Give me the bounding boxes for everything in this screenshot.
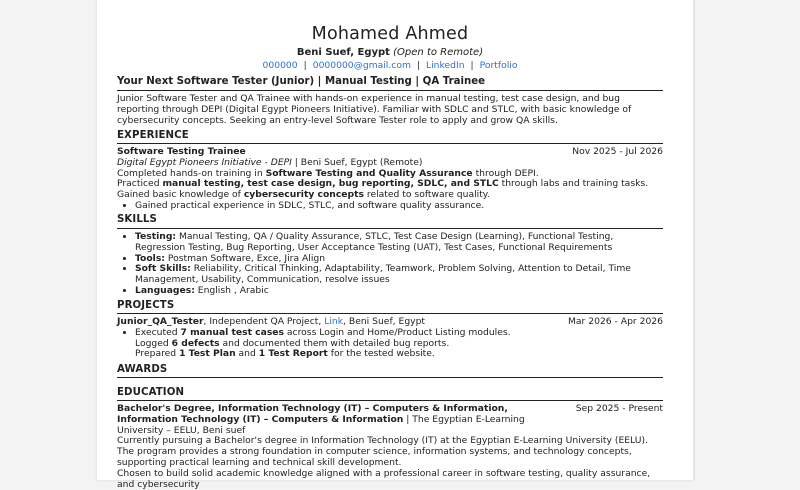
separator: | [303,60,307,71]
role-title: Software Testing Trainee [117,146,246,157]
role-dates: Nov 2025 - Jul 2026 [572,146,663,157]
divider [117,400,663,401]
location-line [117,46,663,59]
org-name: Digital Egypt Pioneers Initiative - DEPI [117,156,292,168]
divider [117,143,663,144]
education-text: The program provides a strong foundation in computer science, information systems, and technology concepts, supporting practical learning and technical skill development. [117,446,632,468]
summary-text: Junior Software Tester and QA Trainee with hands-on experience in manual testing, test case design, and bug reporting through DEPI (Digital Egypt Pioneers Initiative). Familiar with SDLC and STLC, with basic knowledge of cybersecurity concepts. Seeking an entry-level Software Tester role to apply and grow QA skills. [117,93,632,126]
project-name: Junior_QA_Tester [117,316,204,327]
list-item [135,286,663,297]
proj-line: across Login and Home/Product Listing modules. [284,326,511,338]
education-entry [117,404,663,490]
proj-emphasis: 1 Test Report [258,348,328,360]
separator: | [416,60,421,71]
exp-emphasis: Software Testing and Quality Assurance [265,167,473,179]
resume-page [97,0,693,490]
exp-line: Completed hands-on training in [117,167,266,179]
skills-list [117,232,663,297]
proj-line: for the tested website. [327,348,435,360]
exp-line: Gained basic knowledge of [117,189,244,201]
experience-entry [117,147,663,212]
skill-text: English , Arabic [194,284,269,296]
exp-line: related to software quality. [363,189,490,201]
email-link[interactable]: 0000000@gmail.com [312,60,411,71]
proj-line: Logged [135,337,172,349]
exp-line: through labs and training tasks. [498,178,649,190]
skill-text: Postman Software, Exce, Jira Align [164,252,326,264]
proj-emphasis: 1 Test Plan [179,348,236,360]
exp-emphasis: cybersecurity concepts [243,189,364,201]
exp-line: Practiced [117,178,163,190]
list-item: • Gained practical experience in SDLC, STLC, and software quality assurance. [135,201,663,212]
divider [117,90,663,91]
separator: | [470,60,474,71]
proj-line: and documented them with detailed bug reports. [219,337,450,349]
project-dates: Mar 2026 - Apr 2026 [568,316,663,327]
proj-emphasis: 6 defects [171,337,220,349]
exp-line: through DEPI. [472,167,539,179]
proj-emphasis: 7 manual test cases [180,326,284,338]
exp-emphasis: manual testing, test case design, bug reporting, SDLC, and STLC [162,178,499,190]
experience-heading: EXPERIENCE [117,130,189,141]
degree: Bachelor's Degree, Information Technology (IT) – Computers & Information, Information Technology (IT) – Computers & Information [117,403,508,425]
divider [117,377,663,378]
education-heading: EDUCATION [117,387,185,398]
list-item [135,264,663,286]
project-place: , Beni Suef, Egypt [343,316,426,327]
projects-heading: PROJECTS [117,300,175,311]
linkedin-link[interactable]: LinkedIn [426,60,465,71]
project-link[interactable]: Link [324,316,344,327]
education-dates: Sep 2025 - Present [575,403,663,414]
education-text: Currently pursuing a Bachelor's degree in Information Technology (IT) at the Egyptian E-Learning University (EELU). [117,435,648,447]
skills-heading: SKILLS [117,214,157,225]
objective-heading: Your Next Software Tester (Junior) | Manual Testing | QA Trainee [117,76,486,87]
skill-label: Soft Skills: [135,263,191,275]
skill-label: Testing: [135,231,177,242]
skill-text: Manual Testing, QA / Quality Assurance, STLC, Test Case Design (Learning), Functional Testing, Regression Testing, Bug Reporting, User Acceptance Testing (UAT), Test Cases, Functional Requirements [135,231,614,253]
contact-line [117,60,663,72]
location: Beni Suef, Egypt [296,47,390,58]
skill-label: Languages: [135,284,195,296]
list-item [135,232,663,254]
project-entry [117,317,663,360]
proj-line: Prepared [135,348,180,360]
org-location: | Beni Suef, Egypt (Remote) [291,156,423,168]
scrollbar[interactable] [693,0,695,480]
candidate-name: Mohamed Ahmed [311,24,469,44]
skill-label: Tools: [135,252,165,264]
phone-link[interactable]: 000000 [262,60,298,71]
proj-line: and [235,348,259,360]
portfolio-link[interactable]: Portfolio [479,60,518,71]
school: | The Egyptian E-Learning University – EELU, Beni suef [117,413,525,436]
education-text: Chosen to build solid academic knowledge aligned with a professional career in software testing, quality assurance, and cybersecurity [117,467,651,490]
location-note: (Open to Remote) [393,47,484,58]
divider [117,313,663,314]
proj-line: Executed [135,326,181,338]
divider [117,228,663,229]
project-kind: , Independent QA Project, [203,316,322,327]
skill-text: Reliability, Critical Thinking, Adaptability, Teamwork, Problem Solving, Attention to Detail, Time Management, Usability, Communication, resolve issues [135,263,631,286]
awards-heading: AWARDS [117,364,168,375]
